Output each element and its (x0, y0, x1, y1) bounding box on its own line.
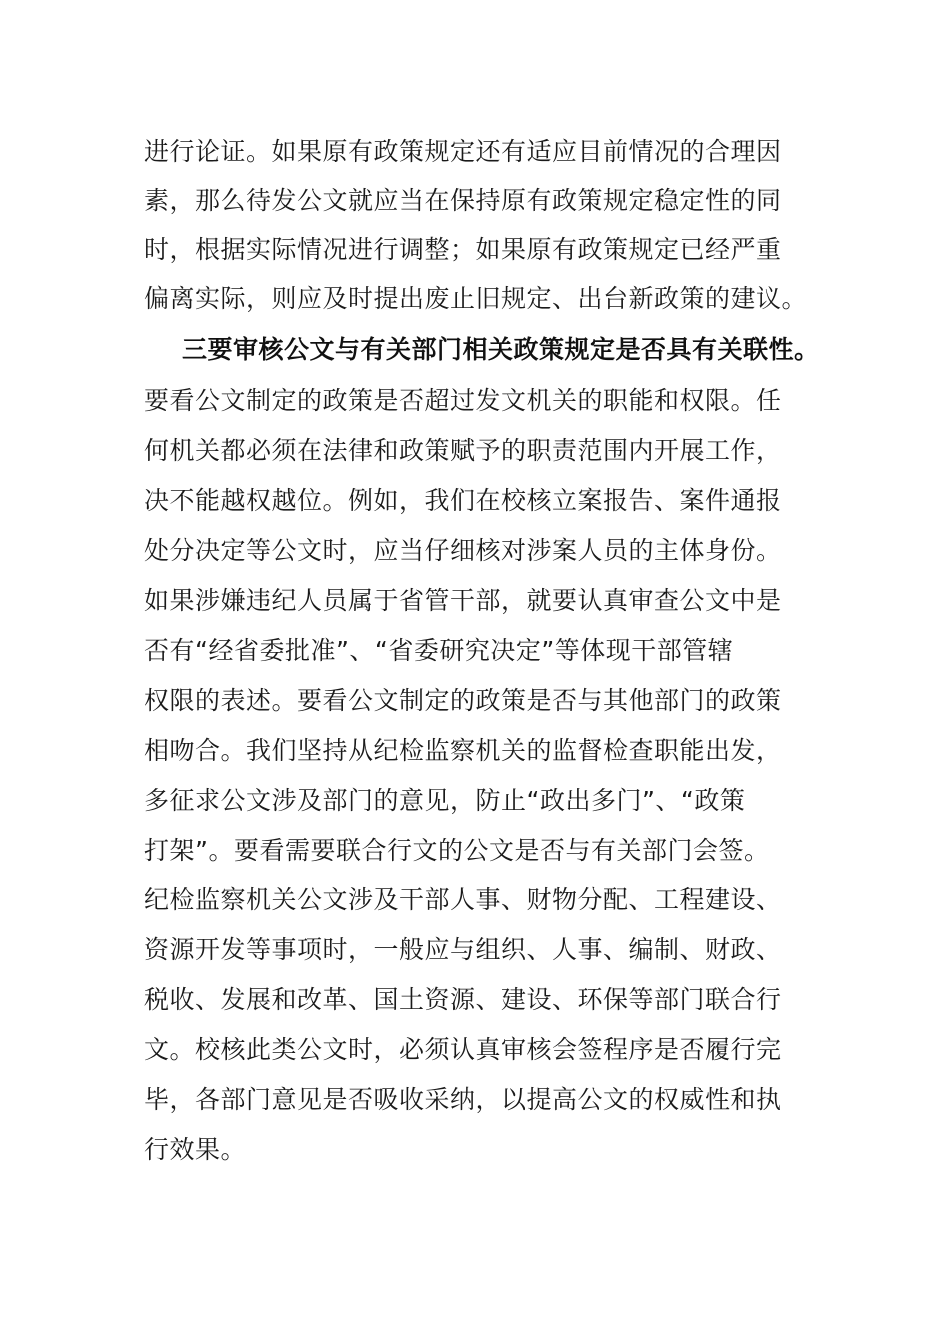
paragraph-line: 权限的表述。要看公文制定的政策是否与其他部门的政策 (144, 686, 782, 715)
paragraph-line: 毕，各部门意见是否吸收采纳，以提高公文的权威性和执 (144, 1085, 782, 1114)
paragraph-line: 否有“经省委批准”、“省委研究决定”等体现干部管辖 (144, 636, 734, 665)
paragraph-line: 素，那么待发公文就应当在保持原有政策规定稳定性的同 (144, 186, 782, 215)
paragraph-line: 打架”。要看需要联合行文的公文是否与有关部门会签。 (144, 836, 770, 865)
section-heading: 三要审核公文与有关部门相关政策规定是否具有关联性。 (182, 335, 820, 364)
paragraph-line: 进行论证。如果原有政策规定还有适应目前情况的合理因 (144, 137, 782, 166)
paragraph-line: 处分决定等公文时，应当仔细核对涉案人员的主体身份。 (144, 536, 782, 565)
paragraph-line: 纪检监察机关公文涉及干部人事、财物分配、工程建设、 (144, 885, 782, 914)
paragraph-line: 行效果。 (144, 1135, 247, 1164)
paragraph-line: 多征求公文涉及部门的意见，防止“政出多门”、“政策 (144, 786, 746, 815)
paragraph-line: 要看公文制定的政策是否超过发文机关的职能和权限。任 (144, 386, 782, 415)
paragraph-line: 决不能越权越位。例如，我们在校核立案报告、案件通报 (144, 486, 782, 515)
paragraph-line: 时，根据实际情况进行调整；如果原有政策规定已经严重 (144, 235, 782, 264)
paragraph-line: 何机关都必须在法律和政策赋予的职责范围内开展工作， (144, 436, 782, 465)
paragraph-line: 偏离实际，则应及时提出废止旧规定、出台新政策的建议。 (144, 284, 808, 313)
paragraph-line: 文。校核此类公文时，必须认真审核会签程序是否履行完 (144, 1035, 782, 1064)
paragraph-line: 税收、发展和改革、国土资源、建设、环保等部门联合行 (144, 985, 782, 1014)
paragraph-line: 资源开发等事项时，一般应与组织、人事、编制、财政、 (144, 935, 782, 964)
paragraph-line: 相吻合。我们坚持从纪检监察机关的监督检查职能出发， (144, 736, 782, 765)
paragraph-line: 如果涉嫌违纪人员属于省管干部，就要认真审查公文中是 (144, 586, 782, 615)
